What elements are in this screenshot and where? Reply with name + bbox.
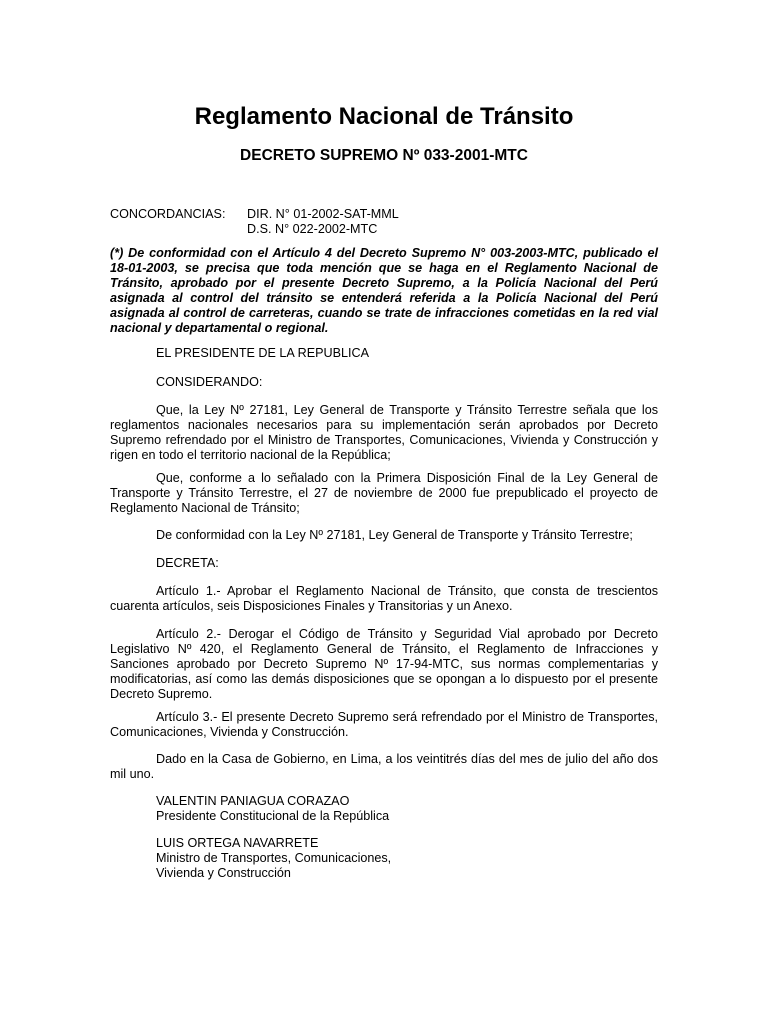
articulo-1: Artículo 1.- Aprobar el Reglamento Nacional de Tránsito, que consta de trescientos cuarenta artículos, seis Disposiciones Finales y Transitorias y un Anexo. (110, 584, 658, 613)
concordancias-list (247, 207, 399, 237)
articulo-2: Artículo 2.- Derogar el Código de Tránsito y Seguridad Vial aprobado por Decreto Legislativo Nº 420, el Reglamento General de Tránsito, el Reglamento de Infracciones y Sanciones aprobado por Decreto Supremo Nº 17-94-MTC, sus normas complementarias y modificatorias, así como las demás disposiciones que se opongan a lo dispuesto por el presente Decreto Supremo. (110, 627, 658, 701)
considerando-paragraph-2: Que, conforme a lo señalado con la Primera Disposición Final de la Ley General de Transporte y Tránsito Terrestre, el 27 de noviembre de 2000 fue prepublicado el proyecto de Reglamento Nacional de Tránsito; (110, 471, 658, 515)
signatory-name: LUIS ORTEGA NAVARRETE (156, 836, 319, 850)
signatory-minister (156, 836, 391, 881)
decreta-heading: DECRETA: (156, 556, 219, 570)
document-title: Reglamento Nacional de Tránsito (194, 103, 574, 130)
conformidad-paragraph: De conformidad con la Ley Nº 27181, Ley General de Transporte y Tránsito Terrestre; (156, 528, 633, 542)
considerando-heading: CONSIDERANDO: (156, 375, 263, 389)
signatory-name: VALENTIN PANIAGUA CORAZAO (156, 794, 350, 808)
signatory-role: Vivienda y Construcción (156, 866, 291, 880)
signatory-president (156, 794, 389, 824)
amendment-note: (*) De conformidad con el Artículo 4 del Decreto Supremo N° 003-2003-MTC, publicado el 18-01-2003, se precisa que toda mención que se haga en el Reglamento Nacional de Tránsito, aprobado por el presente Decreto Supremo, a la Policía Nacional del Perú asignada al control del tránsito se entenderá referida a la Policía Nacional del Perú asignada al control de carreteras, cuando se trate de infracciones cometidas en la red vial nacional y departamental o regional. (110, 246, 658, 335)
document-subtitle: DECRETO SUPREMO Nº 033-2001-MTC (240, 147, 528, 164)
signatory-role: Ministro de Transportes, Comunicaciones, (156, 851, 392, 865)
dado-paragraph: Dado en la Casa de Gobierno, en Lima, a los veintitrés días del mes de julio del año dos mil uno. (110, 752, 658, 781)
signatory-role: Presidente Constitucional de la República (156, 809, 390, 823)
el-presidente-heading: EL PRESIDENTE DE LA REPUBLICA (156, 346, 369, 360)
concordancias-label: CONCORDANCIAS: (110, 207, 226, 221)
articulo-3: Artículo 3.- El presente Decreto Supremo será refrendado por el Ministro de Transportes, Comunicaciones, Vivienda y Construcción. (110, 710, 658, 739)
concordancia-item: D.S. N° 022-2002-MTC (247, 222, 378, 236)
considerando-paragraph-1: Que, la Ley Nº 27181, Ley General de Transporte y Tránsito Terrestre señala que los reglamentos nacionales necesarios para su implementación serán aprobados por Decreto Supremo refrendado por el Ministro de Transportes, Comunicaciones, Vivienda y Construcción y rigen en todo el territorio nacional de la República; (110, 403, 658, 462)
concordancia-item: DIR. N° 01-2002-SAT-MML (247, 207, 399, 221)
